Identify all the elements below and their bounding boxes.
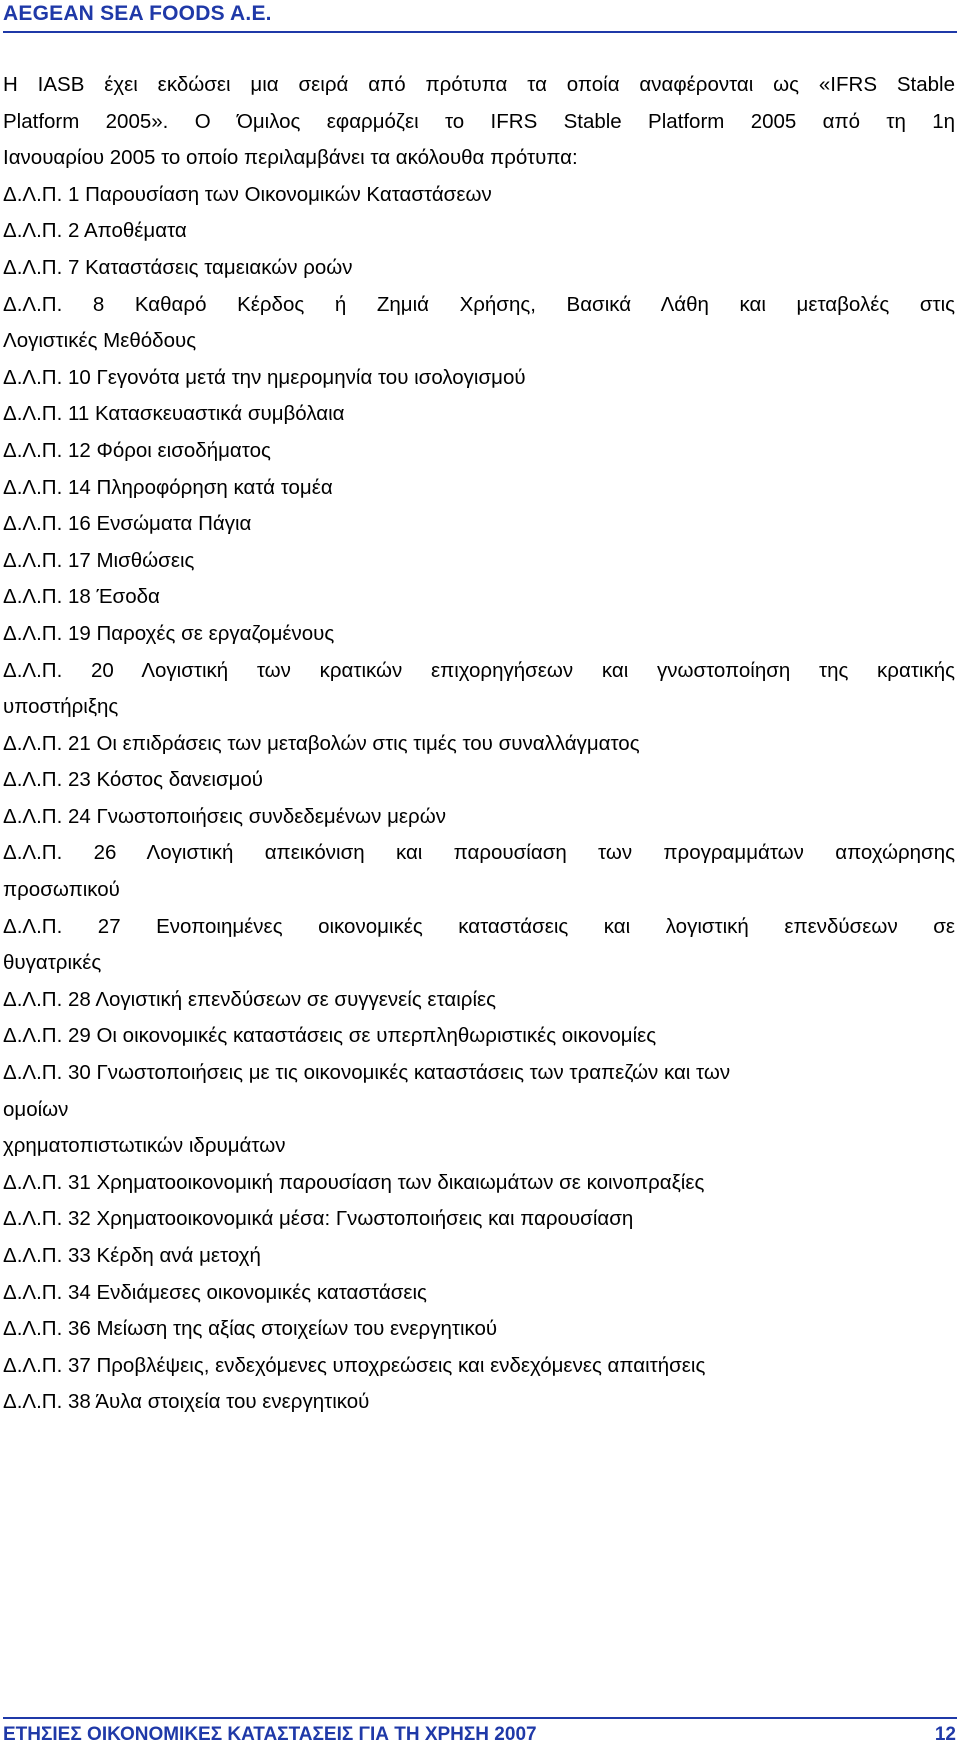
standards-list <box>3 177 955 1421</box>
standard-line: Δ.Λ.Π. 10 Γεγονότα μετά την ημερομηνία του ισολογισμού <box>3 365 526 389</box>
intro-paragraph <box>3 67 955 177</box>
standard-item <box>3 470 955 507</box>
intro-line: Η IASB έχει εκδώσει μια σειρά από πρότυπα τα οποία αναφέρονται ως «IFRS Stable <box>3 73 955 96</box>
footer-divider <box>3 1717 957 1719</box>
standard-line: Δ.Λ.Π. 32 Χρηματοοικονομικά μέσα: Γνωστοποιήσεις και παρουσίαση <box>3 1207 634 1231</box>
standard-item <box>3 1018 955 1055</box>
standard-line: Δ.Λ.Π. 11 Κατασκευαστικά συμβόλαια <box>3 402 345 426</box>
standard-item <box>3 1201 955 1238</box>
standard-item <box>3 726 955 763</box>
standard-item <box>3 616 955 653</box>
standard-item <box>3 1165 955 1202</box>
standard-line: Δ.Λ.Π. 31 Χρηματοοικονομική παρουσίαση των δικαιωμάτων σε κοινοπραξίες <box>3 1170 705 1194</box>
standard-line: Δ.Λ.Π. 12 Φόροι εισοδήματος <box>3 438 271 462</box>
footer-title: ΕΤΗΣΙΕΣ ΟΙΚΟΝΟΜΙΚΕΣ ΚΑΤΑΣΤΑΣΕΙΣ ΓΙΑ ΤΗ ΧΡΗΣΗ 2007 <box>3 1724 537 1745</box>
standard-item <box>3 360 955 397</box>
standard-line: Δ.Λ.Π. 26 Λογιστική απεικόνιση και παρουσίαση των προγραμμάτων αποχώρησης <box>3 841 955 865</box>
standard-line: Δ.Λ.Π. 23 Κόστος δανεισμού <box>3 768 264 792</box>
standard-item <box>3 213 955 250</box>
standard-line: Δ.Λ.Π. 21 Οι επιδράσεις των μεταβολών στις τιμές του συναλλάγματος <box>3 731 640 755</box>
standard-line: Δ.Λ.Π. 14 Πληροφόρηση κατά τομέα <box>3 475 333 499</box>
standard-item <box>3 1055 955 1165</box>
standard-line: Δ.Λ.Π. 28 Λογιστική επενδύσεων σε συγγενείς εταιρίες <box>3 987 497 1011</box>
standard-item <box>3 982 955 1019</box>
standard-line: Δ.Λ.Π. 29 Οι οικονομικές καταστάσεις σε υπερπληθωριστικές οικονομίες <box>3 1024 657 1048</box>
standard-line: Δ.Λ.Π. 37 Προβλέψεις, ενδεχόμενες υποχρεώσεις και ενδεχόμενες απαιτήσεις <box>3 1353 706 1377</box>
standard-line: προσωπικού <box>3 878 120 902</box>
page-number: 12 <box>934 1724 956 1745</box>
standard-item <box>3 1384 955 1421</box>
standard-line: Δ.Λ.Π. 7 Καταστάσεις ταμειακών ροών <box>3 255 353 279</box>
standard-item <box>3 1275 955 1312</box>
standard-line: υποστήριξης <box>3 695 119 719</box>
standard-line: Δ.Λ.Π. 8 Καθαρό Κέρδος ή Ζημιά Χρήσης, Βασικά Λάθη και μεταβολές στις <box>3 292 955 316</box>
standard-item <box>3 506 955 543</box>
standard-item <box>3 396 955 433</box>
standard-item <box>3 653 955 726</box>
standard-line: Δ.Λ.Π. 30 Γνωστοποιήσεις με τις οικονομικές καταστάσεις των τραπεζών και των <box>3 1061 731 1085</box>
standard-item <box>3 579 955 616</box>
standard-item <box>3 250 955 287</box>
standard-line: Δ.Λ.Π. 2 Αποθέματα <box>3 219 187 243</box>
standard-line: ομοίων <box>3 1097 69 1121</box>
standard-item <box>3 1238 955 1275</box>
standard-line: Δ.Λ.Π. 19 Παροχές σε εργαζομένους <box>3 621 335 645</box>
standard-item <box>3 433 955 470</box>
standard-line: Δ.Λ.Π. 16 Ενσώματα Πάγια <box>3 512 252 536</box>
standard-item <box>3 835 955 908</box>
standard-line: Δ.Λ.Π. 36 Μείωση της αξίας στοιχείων του ενεργητικού <box>3 1317 498 1341</box>
standard-item <box>3 762 955 799</box>
document-body <box>3 67 955 1421</box>
standard-line: Δ.Λ.Π. 33 Κέρδη ανά μετοχή <box>3 1244 261 1267</box>
intro-line: Platform 2005». Ο Όμιλος εφαρμόζει το IFRS Stable Platform 2005 από τη 1η <box>3 109 955 133</box>
standard-item <box>3 1348 955 1385</box>
intro-line: Ιανουαρίου 2005 το οποίο περιλαμβάνει τα ακόλουθα πρότυπα: <box>3 146 578 170</box>
standard-item <box>3 909 955 982</box>
standard-line: Δ.Λ.Π. 1 Παρουσίαση των Οικονομικών Καταστάσεων <box>3 182 492 206</box>
standard-line: Δ.Λ.Π. 34 Ενδιάμεσες οικονομικές καταστάσεις <box>3 1280 427 1304</box>
standard-line: Δ.Λ.Π. 24 Γνωστοποιήσεις συνδεδεμένων μερών <box>3 804 446 828</box>
standard-item <box>3 543 955 580</box>
standard-line: Δ.Λ.Π. 18 Έσοδα <box>3 585 160 609</box>
standard-item <box>3 799 955 836</box>
standard-item <box>3 287 955 360</box>
standard-line: θυγατρικές <box>3 951 102 975</box>
standard-line: Δ.Λ.Π. 20 Λογιστική των κρατικών επιχορηγήσεων και γνωστοποίηση της κρατικής <box>3 658 955 682</box>
standard-line: Λογιστικές Μεθόδους <box>3 329 197 353</box>
standard-line: Δ.Λ.Π. 38 Άυλα στοιχεία του ενεργητικού <box>3 1390 370 1414</box>
standard-item <box>3 1311 955 1348</box>
standard-line: Δ.Λ.Π. 17 Μισθώσεις <box>3 548 195 572</box>
standard-line: χρηματοπιστωτικών ιδρυμάτων <box>3 1134 286 1158</box>
header-divider <box>3 31 957 33</box>
company-name: AEGEAN SEA FOODS A.E. <box>3 2 272 25</box>
standard-item <box>3 177 955 214</box>
standard-line: Δ.Λ.Π. 27 Ενοποιημένες οικονομικές καταστάσεις και λογιστική επενδύσεων σε <box>3 914 955 938</box>
